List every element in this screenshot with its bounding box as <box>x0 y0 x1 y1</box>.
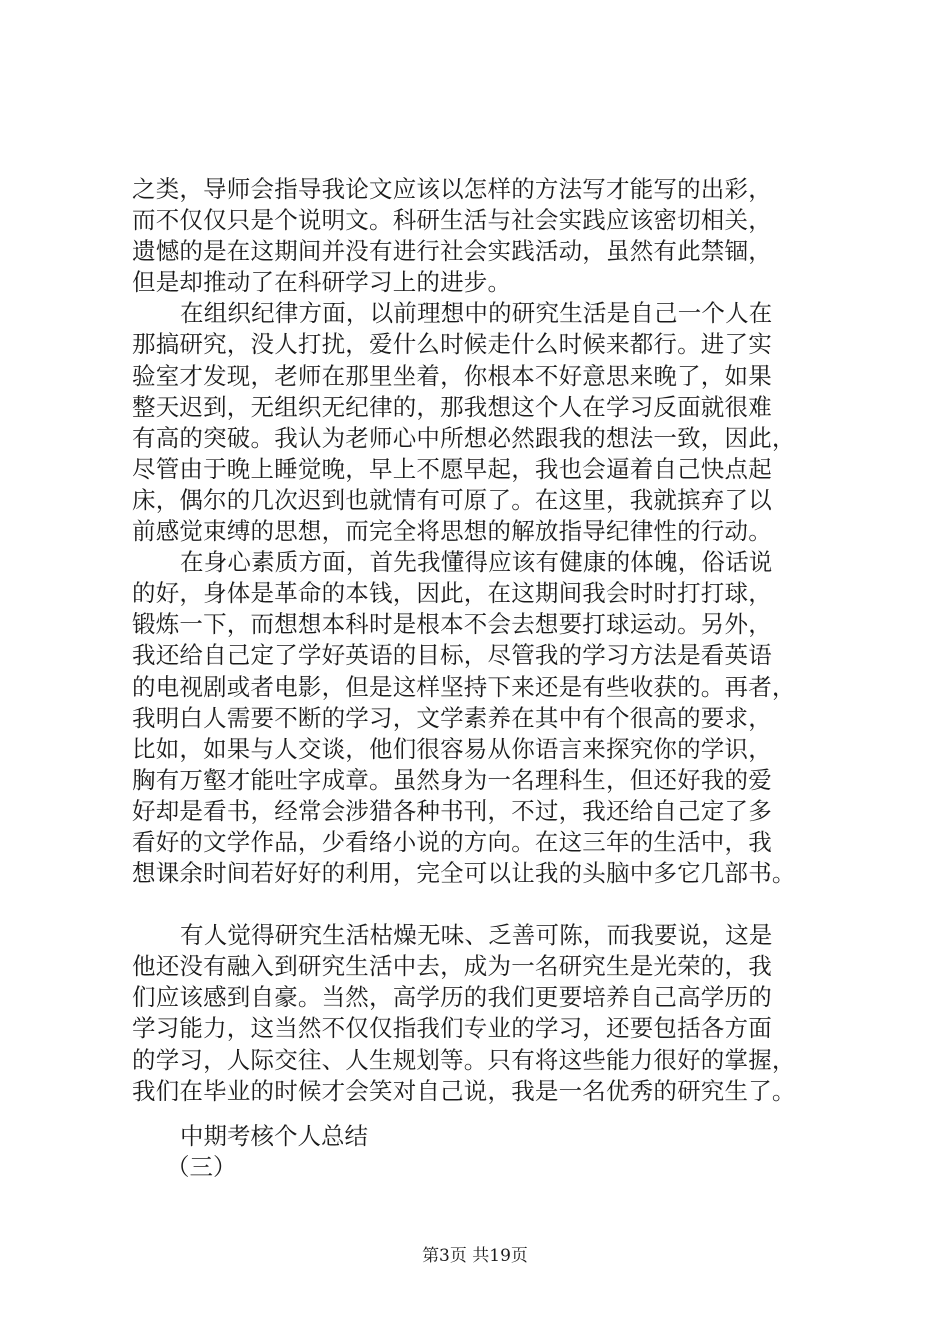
text-line: 在身心素质方面，首先我懂得应该有健康的体魄，俗话说 <box>180 548 773 577</box>
text-line: 在组织纪律方面，以前理想中的研究生活是自己一个人在 <box>180 299 773 328</box>
section-title: 中期考核个人总结 <box>180 1122 368 1150</box>
text-line: 我明白人需要不断的学习，文学素养在其中有个很高的要求， <box>132 703 772 732</box>
paragraph-gap <box>132 889 852 920</box>
page-number-footer: 第3页 共19页 <box>422 1246 528 1266</box>
text-line: 好却是看书，经常会涉猎各种书刊，不过，我还给自己定了多 <box>132 796 772 825</box>
text-line: 的电视剧或者电影，但是这样坚持下来还是有些收获的。再者， <box>132 672 796 701</box>
text-line: 看好的文学作品，少看络小说的方向。在这三年的生活中，我 <box>132 827 772 856</box>
text-line: 学习能力，这当然不仅仅指我们专业的学习，还要包括各方面 <box>132 1014 772 1043</box>
text-line: 想课余时间若好好的利用，完全可以让我的头脑中多它几部书。 <box>132 859 796 888</box>
text-line: 的学习，人际交往、人生规划等。只有将这些能力很好的掌握， <box>132 1045 796 1074</box>
text-line: 前感觉束缚的思想，而完全将思想的解放指导纪律性的行动。 <box>132 517 772 546</box>
text-line: 整天迟到，无组织无纪律的，那我想这个人在学习反面就很难 <box>132 392 772 421</box>
text-line: 胸有万壑才能吐字成章。虽然身为一名理科生，但还好我的爱 <box>132 765 772 794</box>
text-line: 们应该感到自豪。当然，高学历的我们更要培养自己高学历的 <box>132 983 772 1012</box>
text-line: 锻炼一下，而想想本科时是根本不会去想要打球运动。另外， <box>132 610 772 639</box>
text-line: 尽管由于晚上睡觉晚，早上不愿早起，我也会逼着自己快点起 <box>132 454 772 483</box>
text-line: 我还给自己定了学好英语的目标，尽管我的学习方法是看英语 <box>132 641 772 670</box>
text-line: 的好，身体是革命的本钱，因此，在这期间我会时时打打球， <box>132 579 772 608</box>
text-line: 有人觉得研究生活枯燥无味、乏善可陈，而我要说，这是 <box>180 921 773 950</box>
section-number: （三） <box>166 1153 237 1181</box>
text-line: 但是却推动了在科研学习上的进步。 <box>132 268 512 297</box>
text-line: 那搞研究，没人打扰，爱什么时候走什么时候来都行。进了实 <box>132 330 772 359</box>
text-line: 我们在毕业的时候才会笑对自己说，我是一名优秀的研究生了。 <box>132 1076 796 1105</box>
body-text <box>132 174 852 1107</box>
text-line: 遗憾的是在这期间并没有进行社会实践活动，虽然有此禁锢， <box>132 237 772 266</box>
text-line: 比如，如果与人交谈，他们很容易从你语言来探究你的学识， <box>132 734 772 763</box>
text-line: 之类，导师会指导我论文应该以怎样的方法写才能写的出彩， <box>132 175 772 203</box>
text-line: 他还没有融入到研究生活中去，成为一名研究生是光荣的，我 <box>132 952 772 981</box>
text-line: 有高的突破。我认为老师心中所想必然跟我的想法一致，因此， <box>132 423 796 452</box>
text-line: 床，偶尔的几次迟到也就情有可原了。在这里，我就摈弃了以 <box>132 485 772 514</box>
text-line: 而不仅仅只是个说明文。科研生活与社会实践应该密切相关， <box>132 206 772 235</box>
text-line: 验室才发现，老师在那里坐着，你根本不好意思来晚了，如果 <box>132 361 772 390</box>
